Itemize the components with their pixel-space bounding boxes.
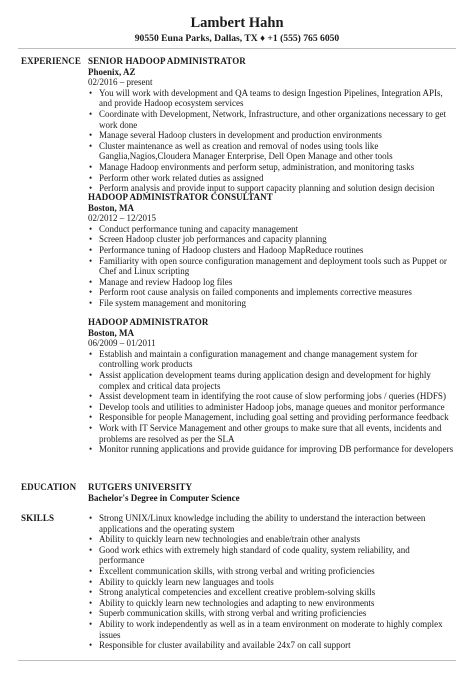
list-item: • Ability to quickly learn new technologies and enable/train other analysts <box>88 534 454 545</box>
contact-line: 90550 Euna Parks, Dallas, TX ♦ +1 (555) 765 6050 <box>134 33 340 44</box>
list-item: • Manage several Hadoop clusters in development and production environments <box>88 130 454 141</box>
job-location: Phoenix, AZ <box>88 66 136 77</box>
list-item: • File system management and monitoring <box>88 298 454 309</box>
list-item: • Manage and review Hadoop log files <box>88 277 454 288</box>
list-item: • Good work ethics with extremely high standard of code quality, system reliability, and performance <box>88 545 454 566</box>
list-item: • Perform root cause analysis on failed components and implements corrective measures <box>88 287 454 298</box>
list-item: • Establish and maintain a configuration management and change management system for controlling work products <box>88 349 454 370</box>
list-item: • Responsible for people Management, including goal setting and providing performance feedback <box>88 412 454 423</box>
list-item: • Work with IT Service Management and other groups to make sure that all events, incidents and problems are resolved as per the SLA <box>88 423 454 444</box>
list-item: • Excellent communication skills, with strong verbal and writing proficiencies <box>88 566 454 577</box>
list-item: • Cluster maintenance as well as creation and removal of nodes using tools like Ganglia,Nagios,Cloudera Manager Enterprise, Dell Open Manage and other tools <box>88 141 454 162</box>
experience-label: EXPERIENCE <box>21 56 82 66</box>
list-item: • Familiarity with open source configuration management and deployment tools such as Puppet or Chef and Linux scripting <box>88 256 454 277</box>
list-item: • Superb communication skills, with strong verbal and writing proficiencies <box>88 608 454 619</box>
job-dates: 02/2012 – 12/2015 <box>88 213 157 224</box>
list-item: • Perform analysis and provide input to support capacity planning and solution design decision <box>88 183 454 194</box>
job-bullets <box>88 224 454 309</box>
skills-label: SKILLS <box>21 513 55 523</box>
job-location: Boston, MA <box>88 327 135 338</box>
list-item: • You will work with development and QA teams to design Ingestion Pipelines, Integration APIs, and provide Hadoop ecosystem services <box>88 88 454 109</box>
skills-list <box>88 513 454 651</box>
job-dates: 02/2016 – present <box>88 77 153 88</box>
job-dates: 06/2009 – 01/2011 <box>88 338 156 349</box>
list-item: • Conduct performance tuning and capacity management <box>88 224 454 235</box>
list-item: • Manage Hadoop environments and perform setup, administration, and monitoring tasks <box>88 162 454 173</box>
list-item: • Assist application development teams during application design and development for highly complex and critical data projects <box>88 370 454 391</box>
header-divider <box>18 48 456 49</box>
list-item: • Monitor running applications and provide guidance for improving DB performance for developers <box>88 444 454 455</box>
education-label: EDUCATION <box>21 482 77 492</box>
candidate-name: Lambert Hahn <box>190 15 284 31</box>
job-entry <box>88 56 454 194</box>
job-entry <box>88 317 454 455</box>
list-item: • Coordinate with Development, Network, Infrastructure, and other organizations necessary to get work done <box>88 109 454 130</box>
job-entry <box>88 192 454 309</box>
job-bullets <box>88 88 454 194</box>
list-item: • Perform other work related duties as assigned <box>88 173 454 184</box>
job-bullets <box>88 349 454 455</box>
skills-bullets <box>88 513 454 651</box>
job-location: Boston, MA <box>88 202 135 213</box>
list-item: • Screen Hadoop cluster job performances and capacity planning <box>88 234 454 245</box>
list-item: • Responsible for cluster availability and available 24x7 on call support <box>88 640 454 651</box>
list-item: • Strong analytical competencies and excellent creative problem-solving skills <box>88 587 454 598</box>
degree: Bachelor's Degree in Computer Science <box>88 492 240 503</box>
list-item: • Develop tools and utilities to administer Hadoop jobs, manage queues and monitor performance <box>88 402 454 413</box>
job-title: HADOOP ADMINISTRATOR <box>88 317 209 327</box>
job-title: HADOOP ADMINISTRATOR CONSULTANT <box>88 192 273 202</box>
list-item: • Ability to quickly learn new languages and tools <box>88 577 454 588</box>
list-item: • Strong UNIX/Linux knowledge including the ability to understand the interaction between applications and the operating system <box>88 513 454 534</box>
list-item: • Performance tuning of Hadoop clusters and Hadoop MapReduce routines <box>88 245 454 256</box>
education-entry <box>88 482 454 503</box>
job-title: SENIOR HADOOP ADMINISTRATOR <box>88 56 246 66</box>
list-item: • Ability to work independently as well as in a team environment on moderate to highly complex issues <box>88 619 454 640</box>
list-item: • Assist development team in identifying the root cause of slow performing jobs / queries (HDFS) <box>88 391 454 402</box>
school-name: RUTGERS UNIVERSITY <box>88 482 193 492</box>
footer-divider <box>18 660 456 661</box>
list-item: • Ability to quickly learn new technologies and adapting to new environments <box>88 598 454 609</box>
